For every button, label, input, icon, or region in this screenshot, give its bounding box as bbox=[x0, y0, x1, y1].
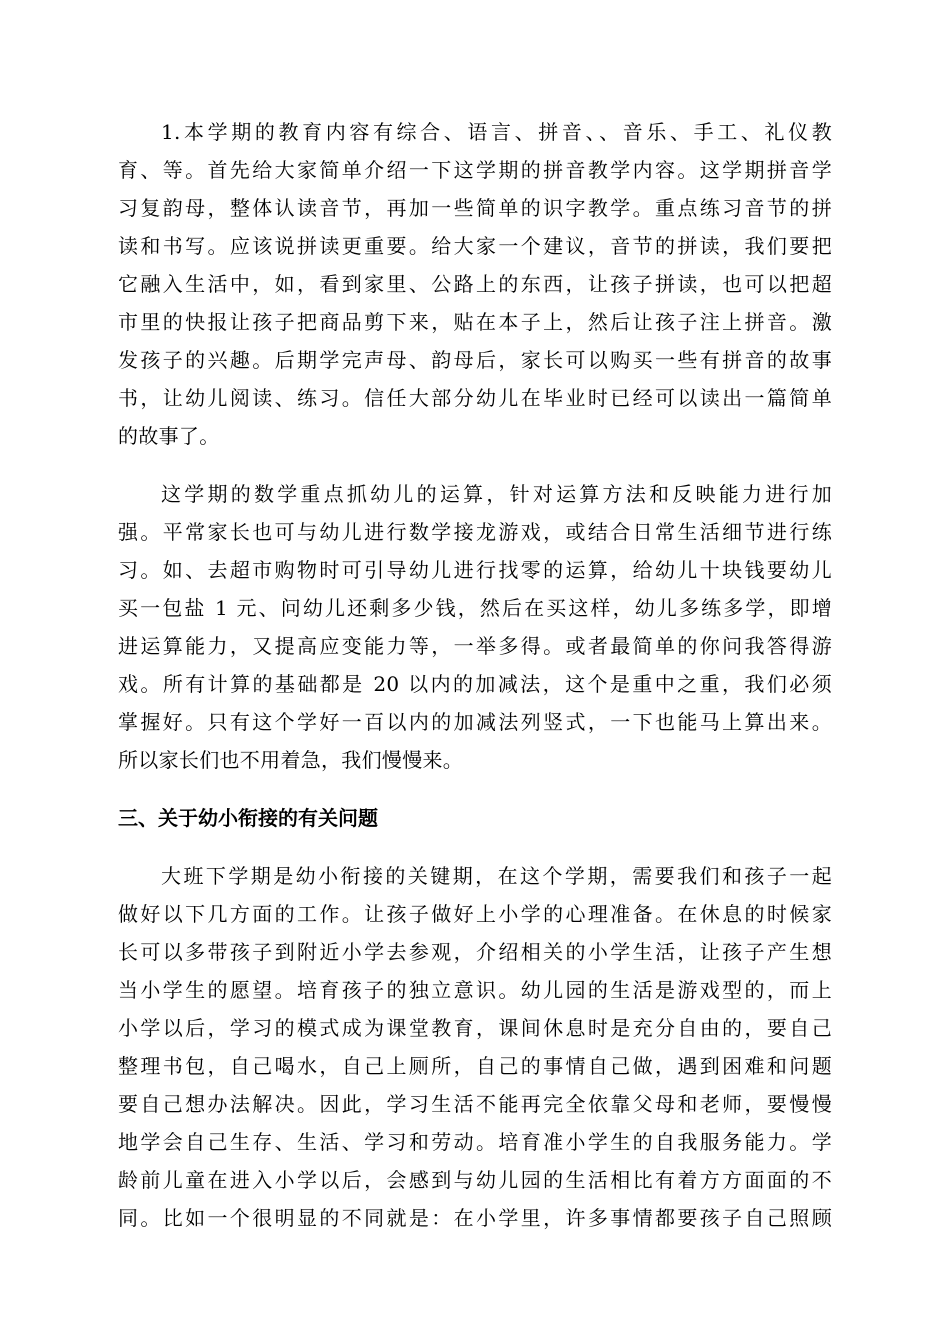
text-line: 1.本学期的教育内容有综合、语言、拼音、、音乐、手工、礼仪教 bbox=[161, 120, 832, 144]
text-line: 买一包盐 1 元、问幼儿还剩多少钱，然后在买这样，幼儿多练多学，即增 bbox=[118, 596, 832, 620]
text-line: 发孩子的兴趣。后期学完声母、韵母后，家长可以购买一些有拼音的故事 bbox=[118, 348, 832, 372]
text-line: 地学会自己生存、生活、学习和劳动。培育准小学生的自我服务能力。学 bbox=[118, 1130, 832, 1154]
text-line: 习复韵母，整体认读音节，再加一些简单的识字教学。重点练习音节的拼 bbox=[118, 196, 832, 220]
text-line: 市里的快报让孩子把商品剪下来，贴在本子上，然后让孩子注上拼音。激 bbox=[118, 310, 832, 334]
text-line: 进运算能力，又提高应变能力等，一举多得。或者最简单的你问我答得游 bbox=[118, 634, 832, 658]
text-line: 龄前儿童在进入小学以后，会感到与幼儿园的生活相比有着方方面面的不 bbox=[118, 1168, 832, 1192]
text-line: 戏。所有计算的基础都是 20 以内的加减法，这个是重中之重，我们必须 bbox=[118, 672, 832, 696]
text-line: 书，让幼儿阅读、练习。信任大部分幼儿在毕业时已经可以读出一篇简单 bbox=[118, 386, 832, 410]
document-page bbox=[118, 113, 832, 1257]
text-line: 的故事了。 bbox=[118, 424, 220, 448]
paragraph-curriculum bbox=[118, 113, 832, 455]
paragraph-transition bbox=[118, 857, 832, 1237]
text-line: 小学以后，学习的模式成为课堂教育，课间休息时是充分自由的，要自己 bbox=[118, 1016, 832, 1040]
text-line: 整理书包，自己喝水，自己上厕所，自己的事情自己做，遇到困难和问题 bbox=[118, 1054, 832, 1078]
text-line: 当小学生的愿望。培育孩子的独立意识。幼儿园的生活是游戏型的，而上 bbox=[118, 978, 832, 1002]
text-line: 强。平常家长也可与幼儿进行数学接龙游戏，或结合日常生活细节进行练 bbox=[118, 520, 832, 544]
text-line: 习。如、去超市购物时可引导幼儿进行找零的运算，给幼儿十块钱要幼儿 bbox=[118, 558, 832, 582]
text-line: 掌握好。只有这个学好一百以内的加减法列竖式，一下也能马上算出来。 bbox=[118, 710, 832, 734]
text-line: 长可以多带孩子到附近小学去参观，介绍相关的小学生活，让孩子产生想 bbox=[118, 940, 832, 964]
text-line: 这学期的数学重点抓幼儿的运算，针对运算方法和反映能力进行加 bbox=[161, 482, 832, 506]
text-line: 要自己想办法解决。因此，学习生活不能再完全依靠父母和老师，要慢慢 bbox=[118, 1092, 832, 1116]
text-line: 它融入生活中，如，看到家里、公路上的东西，让孩子拼读，也可以把超 bbox=[118, 272, 832, 296]
paragraph-math bbox=[118, 475, 832, 779]
text-line: 同。比如一个很明显的不同就是：在小学里，许多事情都要孩子自己照顾 bbox=[118, 1206, 832, 1230]
text-line: 大班下学期是幼小衔接的关键期，在这个学期，需要我们和孩子一起 bbox=[161, 864, 832, 888]
section-heading: 三、关于幼小衔接的有关问题 bbox=[118, 806, 378, 830]
text-line: 育、等。首先给大家简单介绍一下这学期的拼音教学内容。这学期拼音学 bbox=[118, 158, 832, 182]
text-line: 做好以下几方面的工作。让孩子做好上小学的心理准备。在休息的时候家 bbox=[118, 902, 832, 926]
text-line: 所以家长们也不用着急，我们慢慢来。 bbox=[118, 748, 464, 772]
text-line: 读和书写。应该说拼读更重要。给大家一个建议，音节的拼读，我们要把 bbox=[118, 234, 832, 258]
